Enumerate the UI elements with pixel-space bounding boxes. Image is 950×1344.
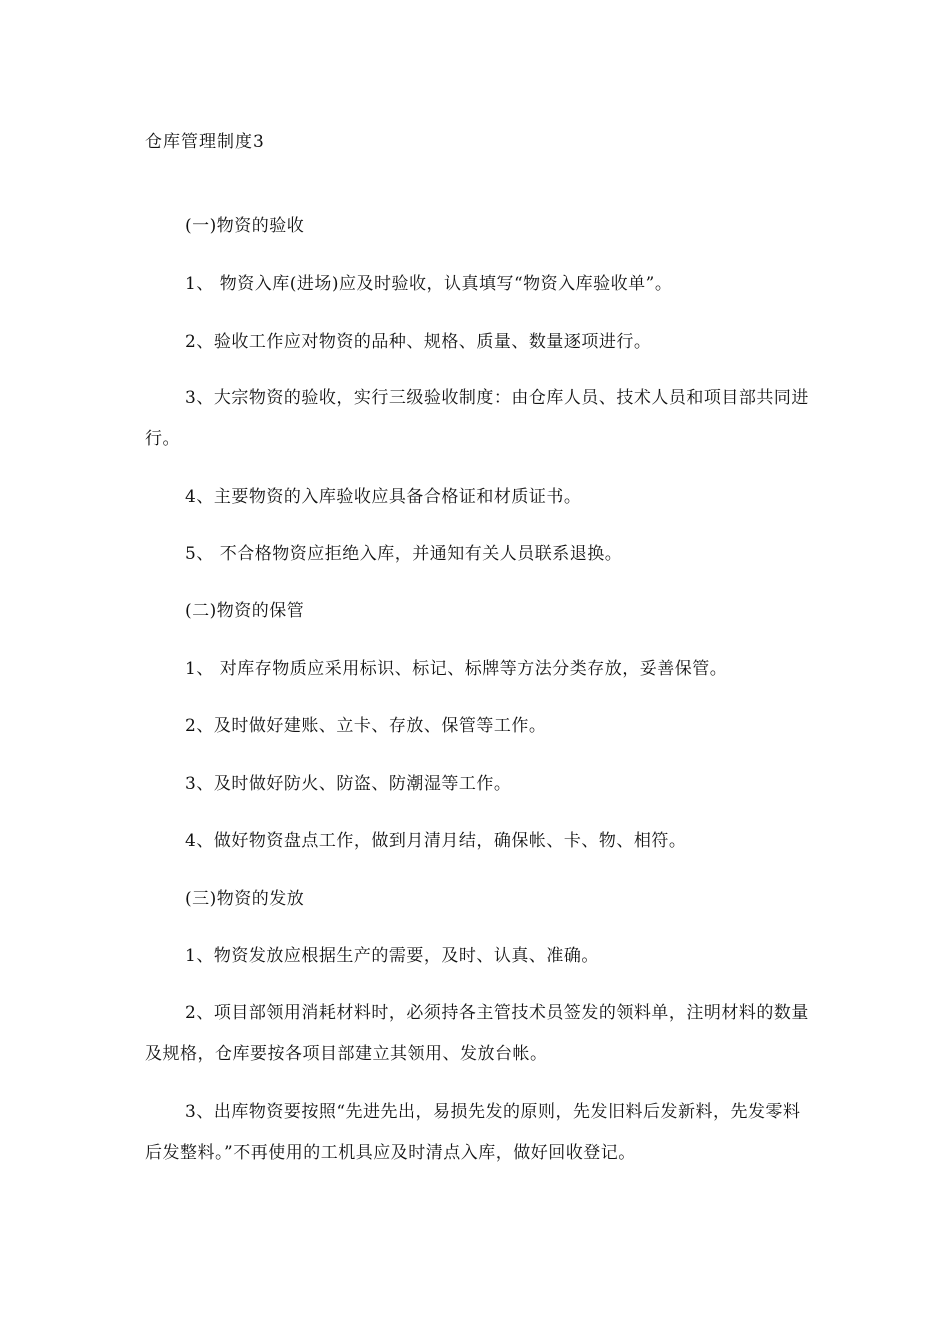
paragraph: 4、主要物资的入库验收应具备合格证和材质证书。 bbox=[185, 487, 582, 507]
paragraph: 2、及时做好建账、立卡、存放、保管等工作。 bbox=[185, 716, 547, 736]
section-heading-1: (一)物资的验收 bbox=[185, 216, 305, 236]
document-title: 仓库管理制度3 bbox=[145, 132, 265, 152]
paragraph: 1、 物资入库(进场)应及时验收，认真填写“物资入库验收单”。 bbox=[185, 274, 673, 294]
section-heading-3: (三)物资的发放 bbox=[185, 889, 305, 909]
paragraph: 3、大宗物资的验收，实行三级验收制度：由仓库人员、技术人员和项目部共同进行。 bbox=[145, 388, 809, 449]
paragraph: 3、及时做好防火、防盗、防潮湿等工作。 bbox=[185, 774, 512, 794]
paragraph: 1、物资发放应根据生产的需要，及时、认真、准确。 bbox=[185, 946, 599, 966]
paragraph: 3、出库物资要按照“先进先出，易损先发的原则，先发旧料后发新料，先发零料后发整料。”不再使用的工机具应及时清点入库，做好回收登记。 bbox=[145, 1102, 801, 1163]
paragraph: 1、 对库存物质应采用标识、标记、标牌等方法分类存放，妥善保管。 bbox=[185, 659, 728, 679]
paragraph: 4、做好物资盘点工作，做到月清月结，确保帐、卡、物、相符。 bbox=[185, 831, 687, 851]
section-heading-2: (二)物资的保管 bbox=[185, 601, 305, 621]
paragraph: 5、 不合格物资应拒绝入库，并通知有关人员联系退换。 bbox=[185, 544, 623, 564]
paragraph: 2、项目部领用消耗材料时，必须持各主管技术员签发的领料单，注明材料的数量及规格，仓库要按各项目部建立其领用、发放台帐。 bbox=[145, 1003, 809, 1064]
paragraph: 2、验收工作应对物资的品种、规格、质量、数量逐项进行。 bbox=[185, 332, 652, 352]
